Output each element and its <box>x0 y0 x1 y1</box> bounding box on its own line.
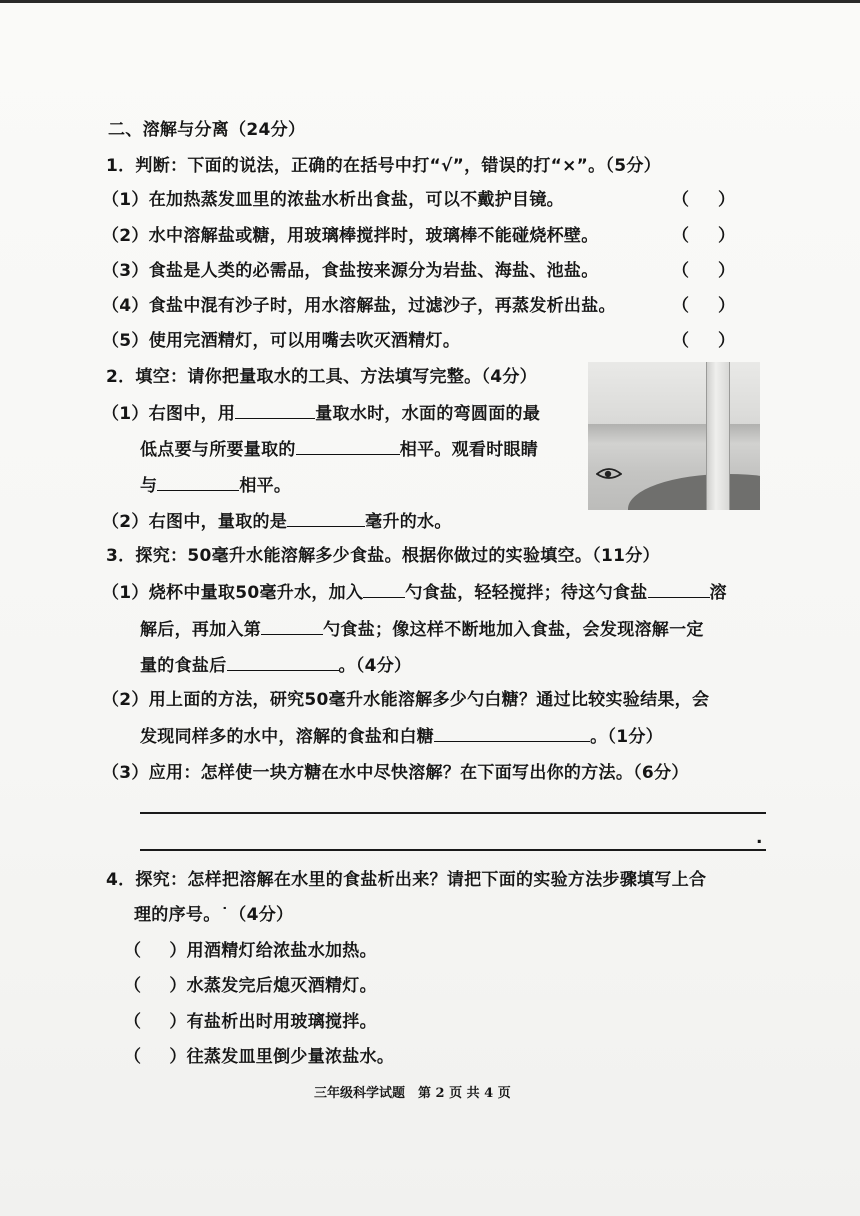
q2-part2 <box>102 508 452 534</box>
q2-blank-tool[interactable] <box>235 400 315 419</box>
q1-answer-paren-open-4: （ <box>672 296 689 316</box>
q2-p2-text-a: （2）右图中，量取的是 <box>102 512 288 532</box>
q1-answer-paren-close-4: ） <box>718 296 735 316</box>
q3-p2-text-c: 。（1分） <box>590 727 663 747</box>
q4-step-text-3: ）有盐析出时用玻璃搅拌。 <box>169 1012 377 1032</box>
q4-stem-line2: 理的序号。˙（4分） <box>134 905 294 925</box>
q1-item-3: （3）食盐是人类的必需品，食盐按来源分为岩盐、海盐、池盐。 <box>102 261 599 281</box>
q1-item-5: （5）使用完酒精灯，可以用嘴去吹灭酒精灯。 <box>102 331 461 351</box>
q4-paren-open-2: （ <box>124 976 142 996</box>
q4-step-text-1: ）用酒精灯给浓盐水加热。 <box>169 941 377 961</box>
q2-blank-scale[interactable] <box>296 436 400 455</box>
q1-answer-box-4[interactable] <box>690 292 716 318</box>
q1-answer-paren-close-3: ） <box>718 261 735 281</box>
q1-answer-paren-close-5: ） <box>718 331 735 351</box>
q4-stem-line1: 4．探究：怎样把溶解在水里的食盐析出来？请把下面的实验方法步骤填写上合 <box>106 870 707 890</box>
q2-p1-text-b: 量取水时，水面的弯圆面的最 <box>315 404 541 424</box>
q3-blank-compare[interactable] <box>434 723 590 742</box>
q3-part3: （3）应用：怎样使一块方糖在水中尽快溶解？在下面写出你的方法。（6分） <box>102 763 689 783</box>
q1-stem: 1．判断：下面的说法，正确的在括号中打“√”，错误的打“×”。（5分） <box>106 156 661 176</box>
q3-blank-spoons[interactable] <box>363 579 405 598</box>
q2-part1-line2 <box>140 436 538 462</box>
q3-p1-text-e: 勺食盐；像这样不断地加入食盐，会发现溶解一定 <box>323 620 704 640</box>
q1-answer-paren-open-2: （ <box>672 226 689 246</box>
q2-p2-text-b: 毫升的水。 <box>365 512 452 532</box>
q3-stem: 3．探究：50毫升水能溶解多少食盐。根据你做过的实验填空。（11分） <box>106 546 660 566</box>
q4-step-4 <box>124 1045 394 1069</box>
q2-p1-text-a: （1）右图中，用 <box>102 404 236 424</box>
q4-paren-open-4: （ <box>124 1047 142 1067</box>
q3-blank-dissolve[interactable] <box>648 579 710 598</box>
q3-blank-result[interactable] <box>227 652 339 671</box>
q1-answer-paren-open-3: （ <box>672 261 689 281</box>
q3-end-dot: . <box>756 828 763 848</box>
q3-p1-text-a: （1）烧杯中量取50毫升水，加入 <box>102 583 364 603</box>
q3-p1-text-f: 量的食盐后 <box>140 656 227 676</box>
q4-step-2 <box>124 974 377 998</box>
q3-part1-line2 <box>140 616 704 642</box>
eye-icon <box>596 466 622 482</box>
q3-p1-text-g: 。（4分） <box>338 656 412 676</box>
q4-step-text-2: ）水蒸发完后熄灭酒精灯。 <box>169 976 377 996</box>
q4-paren-open-1: （ <box>124 941 142 961</box>
q2-p1-text-e: 与 <box>140 476 158 496</box>
q3-part1-line1 <box>102 579 727 605</box>
q3-p2-text-b: 发现同样多的水中，溶解的食盐和白糖 <box>140 727 435 747</box>
q3-p1-text-b: 勺食盐，轻轻搅拌；待这勺食盐 <box>405 583 648 603</box>
q2-p1-text-c: 低点要与所要量取的 <box>140 440 296 460</box>
q3-blank-next-spoon[interactable] <box>261 616 323 635</box>
q1-item-2: （2）水中溶解盐或糖，用玻璃棒搅拌时，玻璃棒不能碰烧杯壁。 <box>102 226 599 246</box>
q4-step-text-4: ）往蒸发皿里倒少量浓盐水。 <box>169 1047 395 1067</box>
q2-part1-line1 <box>102 400 540 426</box>
q1-item-4: （4）食盐中混有沙子时，用水溶解盐，过滤沙子，再蒸发析出盐。 <box>102 296 616 316</box>
q3-p1-text-c: 溶 <box>709 583 727 603</box>
q3-part2-line1: （2）用上面的方法，研究50毫升水能溶解多少勺白糖？通过比较实验结果，会 <box>102 690 710 710</box>
q1-item-1: （1）在加热蒸发皿里的浓盐水析出食盐，可以不戴护目镜。 <box>102 190 564 210</box>
q1-answer-box-3[interactable] <box>690 257 716 283</box>
q2-stem: 2．填空：请你把量取水的工具、方法填写完整。（4分） <box>106 367 537 387</box>
q2-blank-volume[interactable] <box>287 508 365 527</box>
water-surface <box>588 424 760 444</box>
q1-answer-paren-open-5: （ <box>672 331 689 351</box>
q1-answer-paren-close-2: ） <box>718 226 735 246</box>
q2-part1-line3 <box>140 472 291 498</box>
q1-answer-paren-close-1: ） <box>718 190 735 210</box>
top-border <box>0 0 860 3</box>
q3-answer-line-1[interactable] <box>140 812 766 814</box>
q2-blank-eye-level[interactable] <box>157 472 239 491</box>
q4-paren-open-3: （ <box>124 1012 142 1032</box>
measuring-cylinder-photo <box>588 362 760 510</box>
table-shadow <box>628 474 760 510</box>
q3-part2-line2 <box>140 723 663 749</box>
q3-part1-line3 <box>140 652 411 678</box>
q1-answer-box-1[interactable] <box>690 186 716 212</box>
q1-answer-box-2[interactable] <box>690 222 716 248</box>
q1-answer-paren-open-1: （ <box>672 190 689 210</box>
section-title: 二、溶解与分离（24分） <box>108 120 306 140</box>
q1-answer-box-5[interactable] <box>690 327 716 353</box>
q3-answer-line-2[interactable] <box>140 849 766 851</box>
q4-step-3 <box>124 1010 377 1034</box>
q3-p1-text-d: 解后，再加入第 <box>140 620 262 640</box>
page-footer: 三年级科学试题 第 2 页 共 4 页 <box>314 1086 511 1101</box>
q4-step-1 <box>124 939 377 963</box>
cylinder-tube <box>706 362 730 510</box>
q2-p1-text-f: 相平。 <box>239 476 292 496</box>
q2-p1-text-d: 相平。观看时眼睛 <box>399 440 539 460</box>
